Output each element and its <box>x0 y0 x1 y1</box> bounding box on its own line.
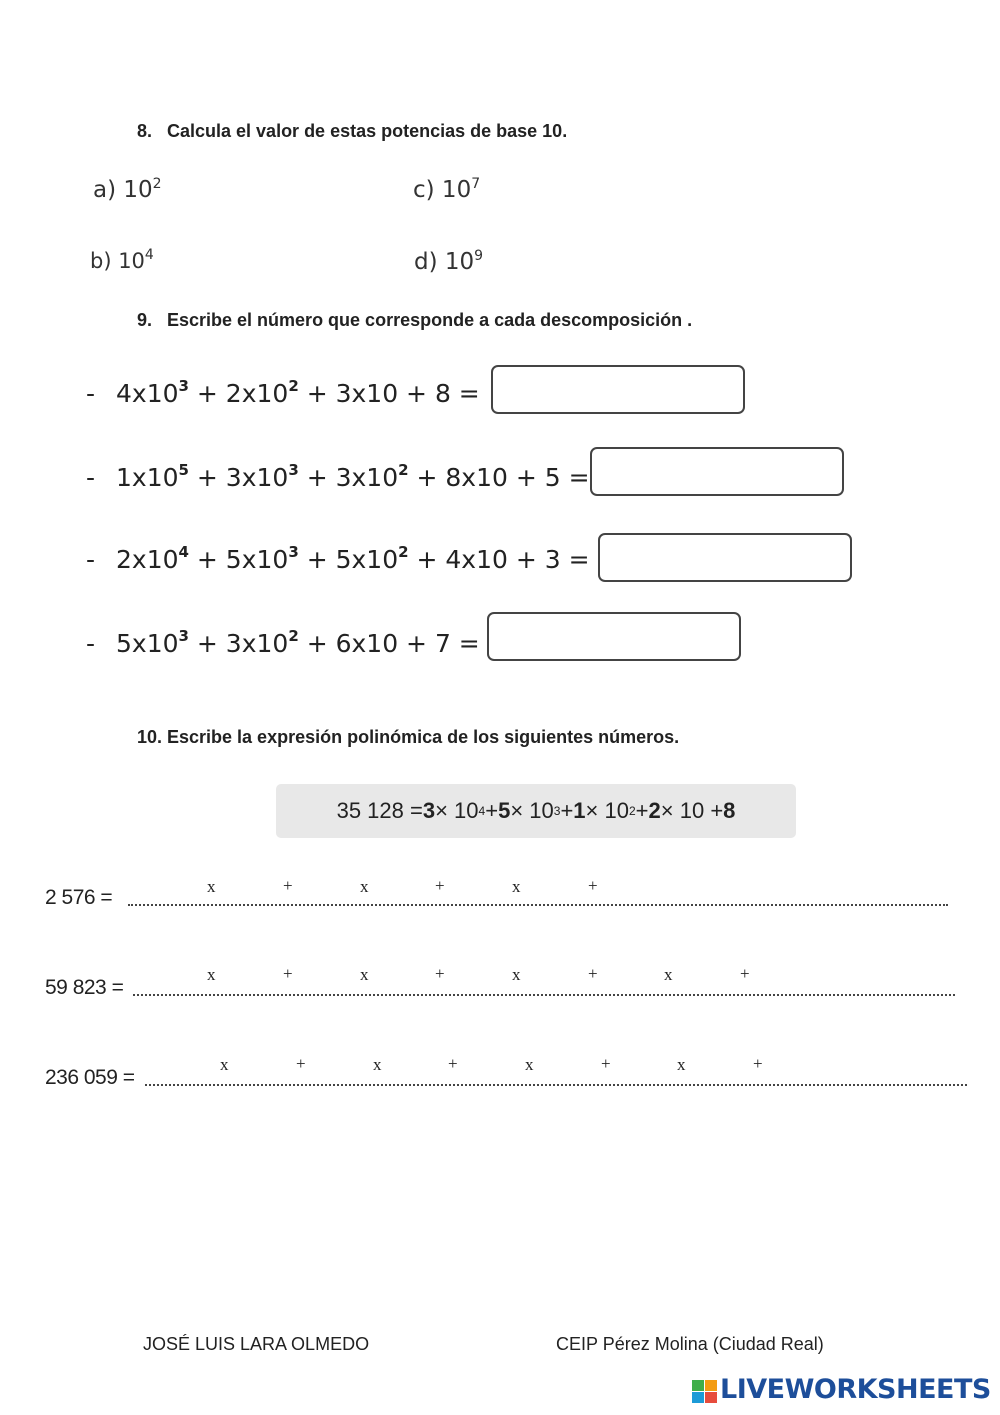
power-item-c: c) $10^7$ <box>413 176 481 203</box>
plus-sign: + <box>588 964 598 983</box>
plus-sign: + <box>753 1054 763 1073</box>
liveworksheets-brand[interactable]: LIVEWORKSHEETS <box>720 1374 991 1405</box>
plus-sign: + <box>283 876 293 895</box>
decomposition-row: - $5x10^3 + 3x10^2 + 6x10 + 7$ = <box>86 627 480 658</box>
power-item-d: d) $10^9$ <box>414 248 484 275</box>
decomposition-row: - $2x10^4 + 5x10^3 + 5x10^2 + 4x10 + 3$ = <box>86 543 590 574</box>
times-sign: x <box>664 965 673 984</box>
decomposition-row: - $4x10^3 + 2x10^2 + 3x10 + 8$ = <box>86 377 480 408</box>
answer-line-3[interactable] <box>145 1084 967 1086</box>
times-sign: x <box>207 965 216 984</box>
number-label-2576: 2 576 = <box>45 886 113 909</box>
number-label-59823: 59 823 = <box>45 976 124 999</box>
times-sign: x <box>525 1055 534 1074</box>
plus-sign: + <box>435 876 445 895</box>
plus-sign: + <box>435 964 445 983</box>
times-sign: x <box>677 1055 686 1074</box>
answer-box-3[interactable] <box>598 533 852 582</box>
plus-sign: + <box>601 1054 611 1073</box>
number-label-236059: 236 059 = <box>45 1066 135 1089</box>
times-sign: x <box>220 1055 229 1074</box>
power-item-b: b) $10^4$ <box>90 247 154 273</box>
answer-box-4[interactable] <box>487 612 741 661</box>
plus-sign: + <box>740 964 750 983</box>
answer-box-1[interactable] <box>491 365 745 414</box>
answer-line-1[interactable] <box>128 904 948 906</box>
answer-line-2[interactable] <box>133 994 955 996</box>
times-sign: x <box>360 877 369 896</box>
decomposition-row: - $1x10^5 + 3x10^3 + 3x10^2 + 8x10 + 5$ = <box>86 461 590 492</box>
liveworksheets-logo-icon <box>692 1380 718 1404</box>
times-sign: x <box>512 877 521 896</box>
plus-sign: + <box>283 964 293 983</box>
answer-box-2[interactable] <box>590 447 844 496</box>
times-sign: x <box>207 877 216 896</box>
polynomial-example: 35 128 = 3 × 10 4 + 5 × 10 3 + 1 × 10 2 + 2 × 10 + 8 <box>276 784 796 838</box>
plus-sign: + <box>296 1054 306 1073</box>
times-sign: x <box>373 1055 382 1074</box>
plus-sign: + <box>448 1054 458 1073</box>
footer-author: JOSÉ LUIS LARA OLMEDO <box>143 1334 370 1354</box>
footer-school: CEIP Pérez Molina (Ciudad Real) <box>556 1334 824 1354</box>
times-sign: x <box>512 965 521 984</box>
question-10-title: 10. Escribe la expresión polinómica de los siguientes números. <box>137 727 680 747</box>
plus-sign: + <box>588 876 598 895</box>
times-sign: x <box>360 965 369 984</box>
question-8-title: 8. Calcula el valor de estas potencias de base 10. <box>137 121 568 141</box>
power-item-a: a) $10^2$ <box>93 176 162 203</box>
question-9-title: 9. Escribe el número que corresponde a cada descomposición . <box>137 310 693 330</box>
